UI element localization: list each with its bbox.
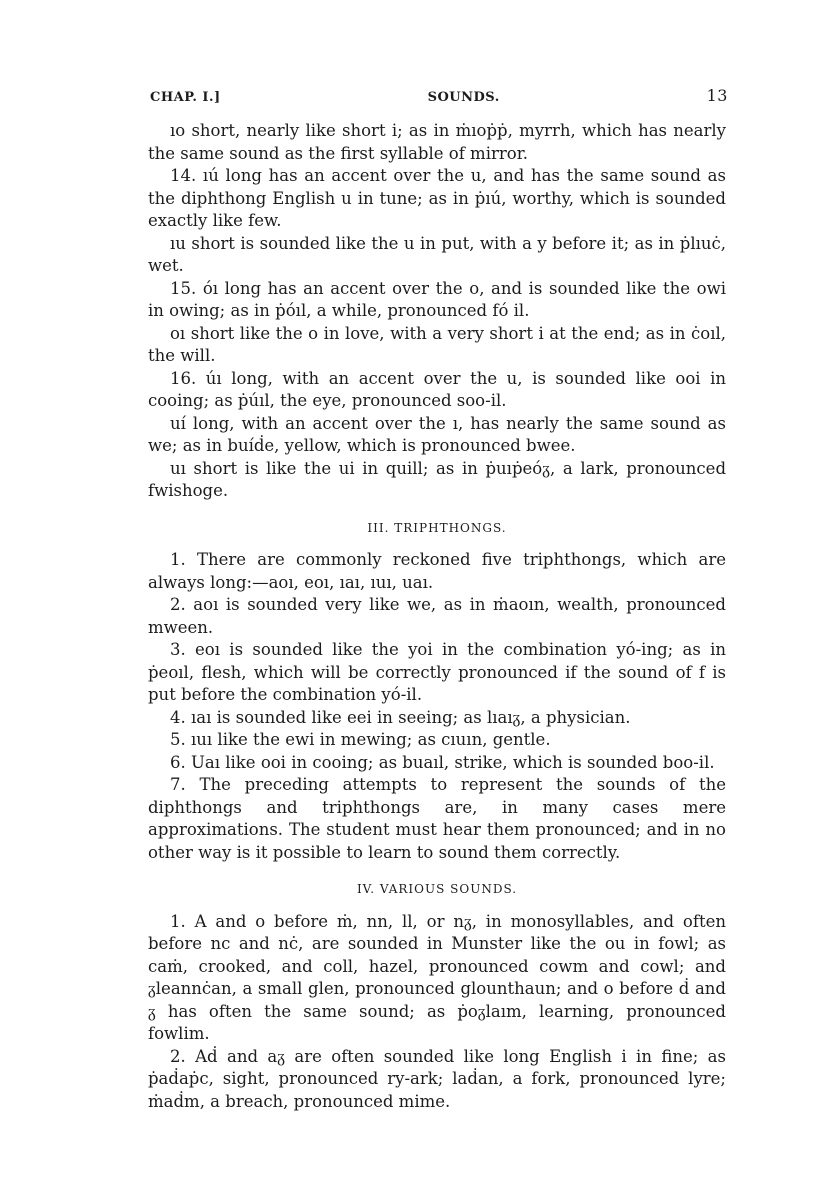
- paragraph-ui-accent: uí long, with an accent over the ı, has nearly the same sound as we; as in buíḋe, yellow, which is pronounced bwee.: [148, 413, 726, 455]
- running-header: [150, 86, 728, 105]
- paragraph-triphthongs-1: 1. There are commonly reckoned five triphthongs, which are always long:—aoı, eoı, ıaı, ıuı, uaı.: [148, 550, 726, 592]
- paragraph-ui-short: uı short is like the ui in quill; as in ṗuıṗeóᵹ, a lark, pronounced fwishoge.: [148, 458, 726, 500]
- paragraph-14-iu-long: 14. ıú long has an accent over the u, and has the same sound as the diphthong English u in tune; as in ṗıú, worthy, which is sounded exactly like few.: [148, 166, 726, 230]
- paragraph-16-ui-long: 16. úı long, with an accent over the u, is sounded like ooi in cooing; as ṗúıl, the eye, pronounced soo-il.: [148, 368, 726, 410]
- page-body: [148, 120, 726, 1113]
- paragraph-triphthongs-5: 5. ıuı like the ewi in mewing; as cıuın, gentle.: [170, 730, 551, 749]
- paragraph-15-oi-long: 15. óı long has an accent over the o, and is sounded like the owi in owing; as in ṗóıl, a while, pronounced fó il.: [148, 278, 726, 320]
- paragraph-triphthongs-6: 6. Uaı like ooi in cooing; as buaıl, strike, which is sounded boo-il.: [170, 752, 715, 772]
- paragraph-various-2: 2. Aḋ and aᵹ are often sounded like long English i in fine; as ṗaḋaṗc, sight, pronounced ry-ark; laḋan, a fork, pronounced lyre; ṁaḋm, a breach, pronounced mime.: [148, 1046, 726, 1111]
- paragraph-oi-short: oı short like the o in love, with a very short i at the end; as in ċoıl, the will.: [148, 323, 726, 365]
- paragraph-iu-short: ıu short is sounded like the u in put, with a y before it; as in ṗlıuċ, wet.: [148, 233, 726, 275]
- paragraph-triphthongs-3: 3. eoı is sounded like the yoi in the combination yó-ing; as in ṗeoıl, flesh, which will be correctly pronounced if the sound of f is put before the combination yó-il.: [148, 640, 726, 704]
- paragraph-io-short: ıo short, nearly like short i; as in ṁıoṗṗ, myrrh, which has nearly the same sound as the first syllable of mirror.: [148, 121, 726, 163]
- chapter-label: CHAP. I.]: [150, 90, 221, 105]
- section-heading-triphthongs: III. TRIPHTHONGS.: [367, 520, 507, 535]
- paragraph-triphthongs-7: 7. The preceding attempts to represent the sounds of the diphthongs and triphthongs are, in many cases mere approximations. The student must hear them pronounced; and in no other way is it possible to learn to sound them correctly.: [148, 775, 726, 862]
- paragraph-various-1: 1. A and o before ṁ, nn, ll, or nᵹ, in monosyllables, and often before nc and nċ, are sounded in Munster like the ou in fowl; as caṁ, crooked, and coll, hazel, pronounced cowm and cowl; and ᵹleannċan, a small glen, pronounced glounthaun; and o before ḋ and ᵹ has often the same sound; as ṗoᵹlaım, learning, pronounced fowlim.: [148, 911, 726, 1043]
- section-heading-various-sounds: IV. VARIOUS SOUNDS.: [356, 882, 518, 896]
- paragraph-triphthongs-4: 4. ıaı is sounded like eei in seeing; as lıaıᵹ, a physician.: [170, 707, 631, 727]
- paragraph-triphthongs-2: 2. aoı is sounded very like we, as in ṁaoın, wealth, pronounced mween.: [148, 595, 726, 637]
- page-number: 13: [706, 86, 728, 105]
- running-title: SOUNDS.: [427, 90, 500, 105]
